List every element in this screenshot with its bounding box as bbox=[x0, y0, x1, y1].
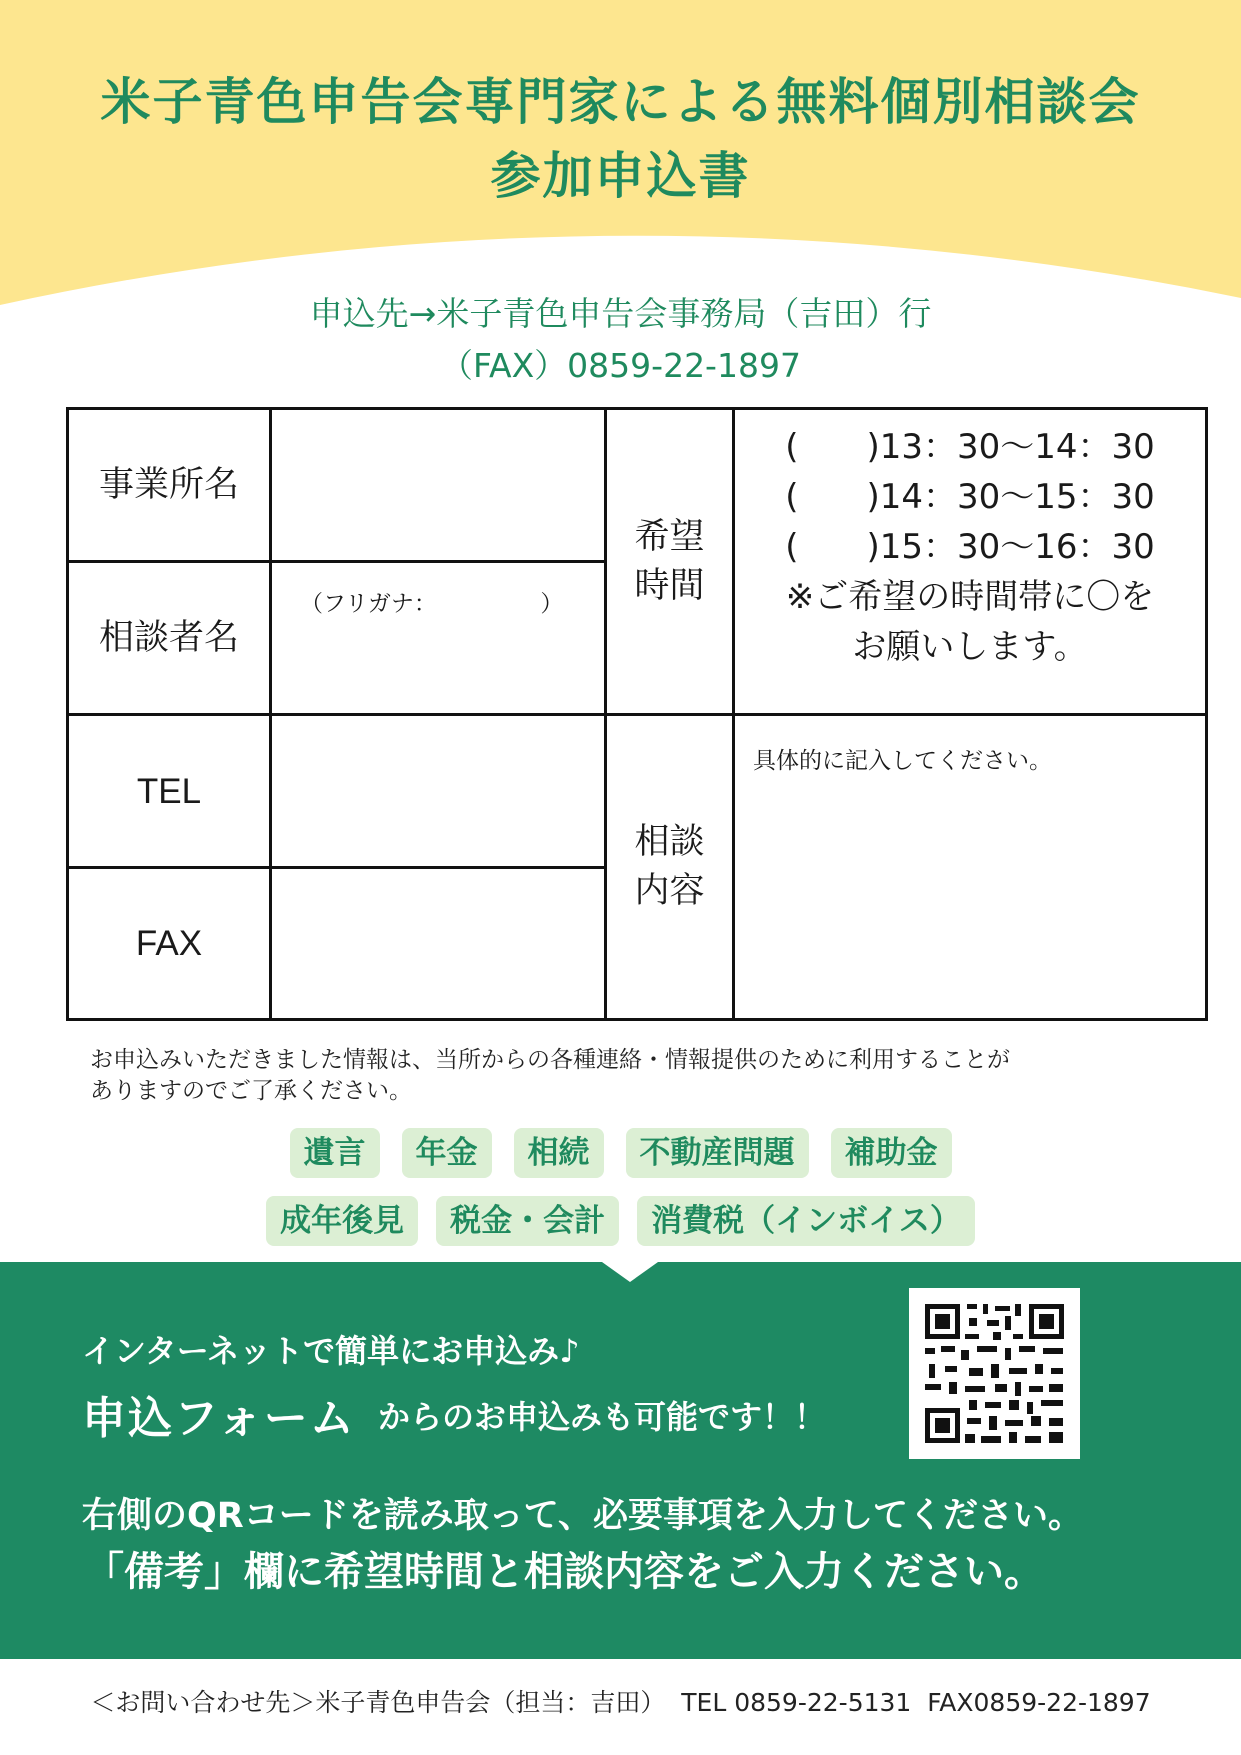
preferred-time-label-cell bbox=[604, 407, 735, 716]
application-form-link[interactable]: 申込フォーム bbox=[82, 1393, 356, 1444]
consultant-name-field[interactable] bbox=[269, 560, 607, 716]
qr-code[interactable] bbox=[909, 1288, 1080, 1459]
tag-pension: 年金 bbox=[402, 1128, 492, 1178]
remarks-instruction: 「備考」欄に希望時間と相談内容をご入力ください。 bbox=[84, 1549, 1044, 1595]
tag-inheritance: 相続 bbox=[514, 1128, 604, 1178]
online-form-note: からのお申込みも可能です！！ bbox=[378, 1398, 827, 1436]
consultant-name-label: 相談者名 bbox=[98, 617, 239, 658]
tag-guardianship: 成年後見 bbox=[266, 1196, 418, 1246]
consult-content-label-line2: 内容 bbox=[634, 871, 705, 911]
tag-real-estate: 不動産問題 bbox=[626, 1128, 809, 1178]
time-note-line1: ※ご希望の時間帯に〇を bbox=[785, 577, 1155, 617]
furigana-hint: （フリガナ： ） bbox=[300, 591, 564, 617]
preferred-time-label bbox=[607, 410, 732, 713]
consult-content-field[interactable] bbox=[732, 713, 1208, 1021]
privacy-notice bbox=[90, 1045, 1190, 1107]
page-title: 米子青色申告会専門家による無料個別相談会 bbox=[100, 73, 1141, 131]
qr-instruction: 右側のQRコードを読み取って、必要事項を入力してください。 bbox=[82, 1496, 1084, 1536]
tag-will: 遺言 bbox=[290, 1128, 380, 1178]
consult-content-label-line1: 相談 bbox=[634, 822, 705, 862]
online-intro: インターネットで簡単にお申込み♪ bbox=[82, 1332, 580, 1370]
consultant-name-label-cell bbox=[66, 560, 272, 716]
business-name-field[interactable] bbox=[269, 407, 607, 563]
tag-consumption-tax: 消費税（インボイス） bbox=[637, 1196, 975, 1246]
time-note-line2: お願いします。 bbox=[852, 627, 1088, 667]
time-slot-2[interactable]: ( )14：30〜15：30 bbox=[785, 477, 1155, 517]
privacy-notice-line1: お申込みいただきました情報は、当所からの各種連絡・情報提供のために利用することが bbox=[90, 1047, 1010, 1073]
consult-content-label bbox=[607, 716, 732, 1018]
tel-label-cell bbox=[66, 713, 272, 869]
topic-tags-row1 bbox=[0, 1128, 1241, 1178]
preferred-time-options bbox=[732, 407, 1208, 716]
fax-field[interactable] bbox=[269, 866, 607, 1021]
business-name-label-cell bbox=[66, 407, 272, 563]
tel-field[interactable] bbox=[269, 713, 607, 869]
fax-label: FAX bbox=[135, 924, 203, 963]
panel-notch bbox=[602, 1262, 658, 1282]
time-slot-1[interactable]: ( )13：30〜14：30 bbox=[785, 427, 1155, 467]
privacy-notice-line2: ありますのでご了承ください。 bbox=[90, 1078, 412, 1104]
topic-tags-row2 bbox=[0, 1196, 1241, 1246]
consult-content-label-cell bbox=[604, 713, 735, 1021]
application-form-table bbox=[66, 407, 1208, 1021]
preferred-time-label-line2: 時間 bbox=[634, 565, 705, 606]
consult-content-hint: 具体的に記入してください。 bbox=[753, 748, 1052, 774]
tag-tax-accounting: 税金・会計 bbox=[436, 1196, 619, 1246]
destination-fax: （FAX）0859-22-1897 bbox=[440, 346, 801, 385]
contact-footer: ＜お問い合わせ先＞米子青色申告会（担当：吉田） TEL 0859-22-5131 FAX0859-22-1897 bbox=[90, 1688, 1151, 1717]
time-slot-3[interactable]: ( )15：30〜16：30 bbox=[785, 527, 1155, 567]
business-name-label: 事業所名 bbox=[98, 464, 239, 505]
tag-subsidy: 補助金 bbox=[831, 1128, 952, 1178]
destination-address: 申込先→米子青色申告会事務局（吉田）行 bbox=[309, 294, 932, 333]
page-subtitle: 参加申込書 bbox=[490, 147, 751, 205]
preferred-time-label-line1: 希望 bbox=[634, 516, 705, 557]
fax-label-cell bbox=[66, 866, 272, 1021]
tel-label: TEL bbox=[136, 771, 202, 811]
